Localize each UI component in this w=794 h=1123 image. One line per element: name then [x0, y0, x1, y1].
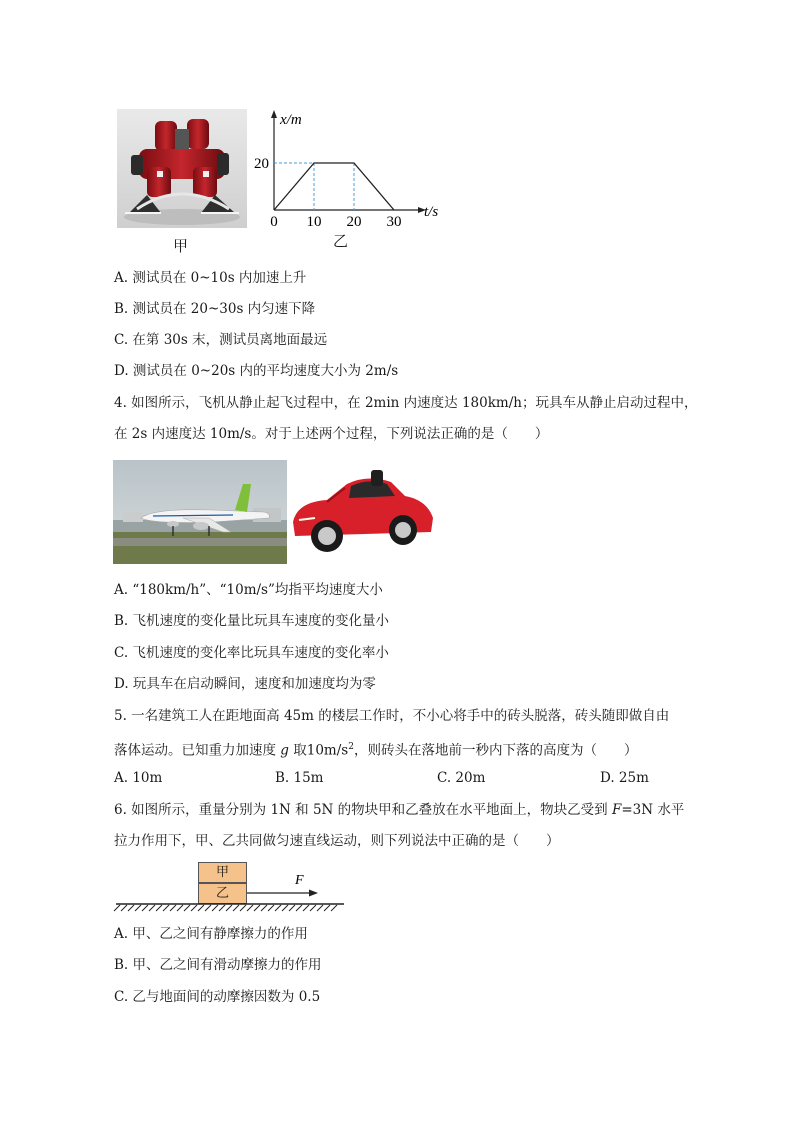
- hatch-mark: [268, 905, 274, 911]
- q6-text-pre: 6. 如图所示，重量分别为 1N 和 5N 的物块甲和乙叠放在水平地面上，物块乙受到: [114, 802, 612, 818]
- q3-option-c: C. 在第 30s 末，测试员离地面最远: [114, 332, 328, 348]
- hatch-mark: [296, 905, 302, 911]
- q4-option-c: C. 飞机速度的变化率比玩具车速度的变化率小: [114, 645, 389, 661]
- q5-stem-line2: [114, 737, 637, 761]
- y-axis-label: x/m: [280, 112, 302, 128]
- hatch-mark: [114, 905, 120, 911]
- q5-option-a: A. 10m: [114, 770, 163, 786]
- xt-graph-svg: [250, 108, 450, 248]
- y-tick-20: 20: [254, 156, 269, 172]
- q6-symbol-F: F: [611, 802, 622, 818]
- q4-option-a: A. “180km/h”、“10m/s”均指平均速度大小: [114, 582, 383, 598]
- block-jia: 甲: [198, 862, 247, 883]
- q6-option-a: A. 甲、乙之间有静摩擦力的作用: [114, 926, 308, 942]
- ground-hatching: [114, 905, 337, 911]
- hatch-mark: [317, 905, 323, 911]
- hatch-mark: [261, 905, 267, 911]
- hatch-mark: [233, 905, 239, 911]
- jetpack-photo: [117, 109, 247, 228]
- hatch-mark: [303, 905, 309, 911]
- q5-text-post: ，则砖头在落地前一秒内下落的高度为（ ）: [353, 742, 638, 759]
- hatch-mark: [177, 905, 183, 911]
- xt-graph: [250, 108, 450, 248]
- hatch-mark: [156, 905, 162, 911]
- hatch-mark: [135, 905, 141, 911]
- q6-text-post: =3N 水平: [621, 802, 685, 818]
- q5-symbol-g: g: [280, 742, 289, 759]
- q5-text-pre: 落体运动。已知重力加速度: [114, 742, 281, 759]
- hatch-mark: [254, 905, 260, 911]
- hatch-mark: [142, 905, 148, 911]
- t-tick-30: 30: [386, 214, 402, 230]
- hatch-mark: [310, 905, 316, 911]
- hatch-mark: [128, 905, 134, 911]
- hatch-mark: [324, 905, 330, 911]
- q6-stem-line1: [114, 800, 684, 820]
- y-axis-arrow: [271, 110, 277, 118]
- block-yi: 乙: [198, 883, 247, 904]
- q6-stem-line2: 拉力作用下，甲、乙共同做匀速直线运动，则下列说法中正确的是（ ）: [114, 833, 560, 849]
- hatch-mark: [289, 905, 295, 911]
- hatch-mark: [121, 905, 127, 911]
- q5-text-mid: 取: [288, 742, 307, 759]
- hatch-mark: [212, 905, 218, 911]
- hatch-mark: [191, 905, 197, 911]
- q5-stem-line1: 5. 一名建筑工人在距地面高 45m 的楼层工作时，不小心将手中的砖头脱落，砖头随即做自由: [114, 708, 670, 724]
- series-line: [274, 163, 394, 210]
- t-tick-0: 0: [270, 214, 278, 230]
- hatch-mark: [240, 905, 246, 911]
- hatch-mark: [170, 905, 176, 911]
- figure-yi-caption: 乙: [333, 232, 349, 250]
- force-arrowhead: [309, 890, 318, 897]
- hatch-mark: [149, 905, 155, 911]
- force-label: F: [295, 873, 304, 888]
- t-tick-20: 20: [346, 214, 362, 230]
- q4-option-d: D. 玩具车在启动瞬间，速度和加速度均为零: [114, 676, 376, 692]
- t-axis-label: t/s: [424, 204, 439, 220]
- hatch-mark: [331, 905, 337, 911]
- force-diagram: [112, 868, 352, 914]
- hatch-mark: [163, 905, 169, 911]
- t-tick-10: 10: [306, 214, 322, 230]
- hatch-mark: [198, 905, 204, 911]
- q4-stem-line1: 4. 如图所示，飞机从静止起飞过程中，在 2min 内速度达 180km/h；玩具车从静止启动过程中，: [114, 395, 698, 411]
- hatch-mark: [226, 905, 232, 911]
- q3-option-d: D. 测试员在 0~20s 内的平均速度大小为 2m/s: [114, 363, 399, 379]
- airplane-photo: [113, 460, 287, 564]
- figure-jia-caption: 甲: [173, 237, 189, 255]
- q5-option-c: C. 20m: [437, 770, 486, 786]
- q6-option-b: B. 甲、乙之间有滑动摩擦力的作用: [114, 957, 322, 973]
- hatch-mark: [205, 905, 211, 911]
- hatch-mark: [275, 905, 281, 911]
- q5-g-exponent: 2: [348, 742, 354, 752]
- q5-option-d: D. 25m: [600, 770, 649, 786]
- hatch-mark: [282, 905, 288, 911]
- toy-car-photo: [287, 460, 437, 564]
- q6-option-c: C. 乙与地面间的动摩擦因数为 0.5: [114, 989, 321, 1005]
- q4-option-b: B. 飞机速度的变化量比玩具车速度的变化量小: [114, 613, 390, 629]
- q5-option-b: B. 15m: [275, 770, 324, 786]
- q3-option-b: B. 测试员在 20~30s 内匀速下降: [114, 301, 316, 317]
- hatch-mark: [184, 905, 190, 911]
- hatch-mark: [219, 905, 225, 911]
- hatch-mark: [247, 905, 253, 911]
- q4-stem-line2: 在 2s 内速度达 10m/s。对于上述两个过程，下列说法正确的是（ ）: [114, 426, 549, 442]
- q3-option-a: A. 测试员在 0~10s 内加速上升: [114, 270, 307, 286]
- q5-g-value: 10m/s: [306, 742, 349, 759]
